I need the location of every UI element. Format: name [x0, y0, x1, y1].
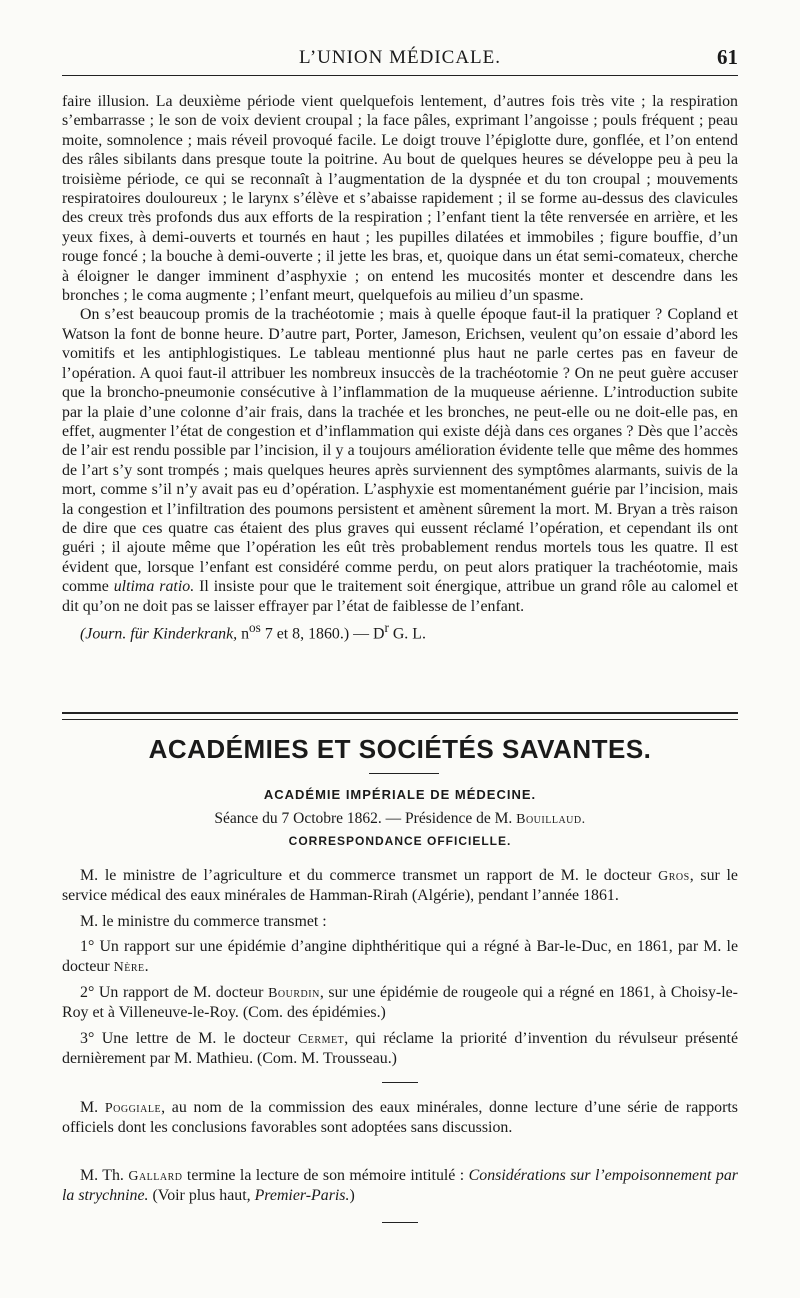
session-line	[62, 810, 738, 828]
citation-end: 7 et 8, 1860.) — D	[260, 625, 385, 643]
item-5-text: 3° Une lettre de M. le docteur	[80, 1029, 291, 1047]
running-head	[62, 45, 738, 76]
citation-r: r	[384, 619, 389, 635]
correspondence-item-4	[62, 983, 738, 1023]
item-1-rest: , sur le service médical des eaux minérales de Hamman-Rirah (Algérie), pendant l’année 1861.	[62, 867, 738, 905]
title-rule	[369, 773, 439, 774]
article-paragraph-2	[62, 305, 738, 616]
item-4-text: 2° Un rapport de M. docteur	[80, 984, 264, 1002]
section-divider	[62, 712, 738, 720]
proc-2-ref-prefix: (Voir plus haut,	[148, 1187, 251, 1205]
proc-2-rest: termine la lecture de son mémoire intitulé :	[182, 1167, 465, 1184]
paragraph-2-italic: ultima ratio.	[113, 578, 195, 596]
citation-journal: (Journ. für Kinderkrank,	[80, 625, 238, 643]
academy-title: ACADÉMIE IMPÉRIALE DE MÉDECINE.	[263, 787, 537, 802]
item-5-rest: , qui réclame la priorité d’invention du révulseur présenté dernièrement par M. Mathieu. (Com. M. Trousseau.)	[62, 1029, 738, 1068]
proc-1-name: Poggiale	[104, 1101, 162, 1116]
citation-rest: n	[237, 625, 250, 643]
page-number: 61	[717, 45, 738, 69]
correspondence-item-1	[62, 866, 738, 906]
item-5-name: Cermet	[297, 1031, 345, 1047]
paragraph-2-rest: Il insiste pour que le traitement soit énergique, attribue un grand rôle au calomel et dit qu’on ne doit pas se laisser effrayer par l’état de faiblesse de l’enfant.	[62, 578, 738, 615]
item-3-rest: .	[144, 957, 149, 975]
correspondence-item-3	[62, 937, 738, 977]
section-title: ACADÉMIES ET SOCIÉTÉS SAVANTES.	[148, 734, 652, 764]
citation-author: G. L.	[388, 625, 426, 643]
journal-title: L’UNION MÉDICALE.	[298, 47, 502, 68]
citation-os: os	[249, 619, 261, 635]
proc-2-text: M. Th.	[80, 1167, 124, 1184]
item-4-name: Bourdin	[268, 986, 320, 1002]
separator-rule-2	[382, 1222, 418, 1223]
correspondence-title: CORRESPONDANCE OFFICIELLE.	[288, 834, 512, 848]
item-3-name: Nère	[113, 959, 145, 975]
item-4-rest: , sur une épidémie de rougeole qui a régné en 1861, à Choisy-le-Roy et à Villeneuve-le-Roy. (Com. des épidémies.)	[62, 984, 738, 1022]
article-text	[62, 92, 738, 644]
session-president: Bouillaud.	[516, 812, 586, 827]
session-prefix: Séance du 7 Octobre 1862. — Présidence de M.	[214, 810, 513, 827]
proc-2-title: Considérations sur l’empoisonnement par la strychnine.	[62, 1167, 738, 1205]
correspondence-block	[62, 866, 738, 1069]
proceedings-paragraph-2	[62, 1166, 738, 1206]
correspondence-item-5	[62, 1029, 738, 1069]
item-1-name: Gros	[658, 869, 690, 884]
proceedings-item-1	[62, 1098, 738, 1138]
proc-2-ref: Premier-Paris.	[254, 1187, 350, 1205]
proc-1-text: M.	[80, 1099, 99, 1116]
separator-rule-1	[382, 1082, 418, 1083]
proceedings-paragraph-1	[62, 1098, 738, 1138]
proc-1-rest: , au nom de la commission des eaux minérales, donne lecture d’une série de rapports officiels dont les conclusions favorables sont adoptées sans discussion.	[62, 1099, 738, 1137]
article-paragraph-1: faire illusion. La deuxième période vient quelquefois lentement, d’autres fois très vite ; la respiration s’embarrasse ; le son de voix devient croupal ; la face pâles, exprimant l’angoisse ; pouls fréquent ; peau moite, somnolence ; mais réveil provoqué facile. Le doigt trouve l’épiglotte dure, gonflée, et l’on entend des râles sibilants dans presque toute la poitrine. Au bout de quelques heures se développe peu à peu la troisième période, ce qui se reconnaît à l’augmentation de la dyspnée et du ton croupal ; mouvements respiratoires douloureux ; le larynx s’élève et s’abaisse rapidement ; il se forme au-dessus des clavicules des creux très profonds dus aux efforts de la respiration ; l’enfant tient la tête renversée en arrière, et les yeux fixes, à demi-ouverts et tournés en haut ; les pupilles dilatées et immobiles ; figure bouffie, d’un rouge foncé ; la bouche à demi-ouverte ; il jette les bras, et, quoique dans un état semi-comateux, cherche à éloigner le danger imminent d’asphyxie ; on entend les mucosités monter et descendre dans les bronches ; le coma augmente ; l’enfant meurt, quelquefois au milieu d’un spasme.	[62, 93, 738, 305]
proceedings-item-2	[62, 1166, 738, 1206]
item-1-text: M. le ministre de l’agriculture et du commerce transmet un rapport de M. le docteur	[80, 867, 652, 884]
item-3-text: 1° Un rapport sur une épidémie d’angine diphthéritique qui a régné à Bar-le-Duc, en 1861, par M. le docteur	[62, 938, 738, 975]
proc-2-name: Gallard	[128, 1169, 183, 1184]
proc-2-end: )	[349, 1187, 355, 1205]
paragraph-2-text: On s’est beaucoup promis de la trachéotomie ; mais à quelle époque faut-il la pratiquer ? Copland et Watson la font de bonne heure. D’autre part, Porter, Jameson, Erichsen, veulent qu’on essaie d’abord les vomitifs et les antiphlogistiques. Le tableau mentionné plus haut ne parle certes pas en faveur de l’opération. A quoi faut-il attribuer les nombreux insuccès de la trachéotomie ? On ne peut guère accuser que la broncho-pneumonie consécutive à l’inflammation de la muqueuse aérienne. L’introduction subite par la plaie d’une colonne d’air frais, dans la trachée et les bronches, ne peut-elle ou ne doit-elle pas, en effet, augmenter l’état de congestion et d’inflammation qui existe déjà dans ces organes ? Dès que l’accès de l’air est rendu possible par l’incision, il y a toujours amélioration évidente telle que même des hommes de l’art s’y sont trompés ; mais quelques heures après surviennent des symptômes alarmants, suivis de la mort, comme s’il n’y avait pas eu d’opération. L’asphyxie est momentanément guérie par l’incision, mais la congestion et l’infiltration des poumons persistent et amènent sûrement la mort. M. Bryan a très raison de dire que ces quatre cas étaient des plus graves qui eussent réclamé l’opération, et cependant ils ont guéri ; il ajoute même que l’opération les eût très probablement rendus mortels tous les quatre. Il est évident que, lorsque l’enfant est considéré comme perdu, on peut alors pratiquer la trachéotomie, mais comme	[62, 306, 738, 596]
article-citation	[62, 618, 738, 644]
correspondence-item-2: M. le ministre du commerce transmet :	[80, 912, 327, 930]
